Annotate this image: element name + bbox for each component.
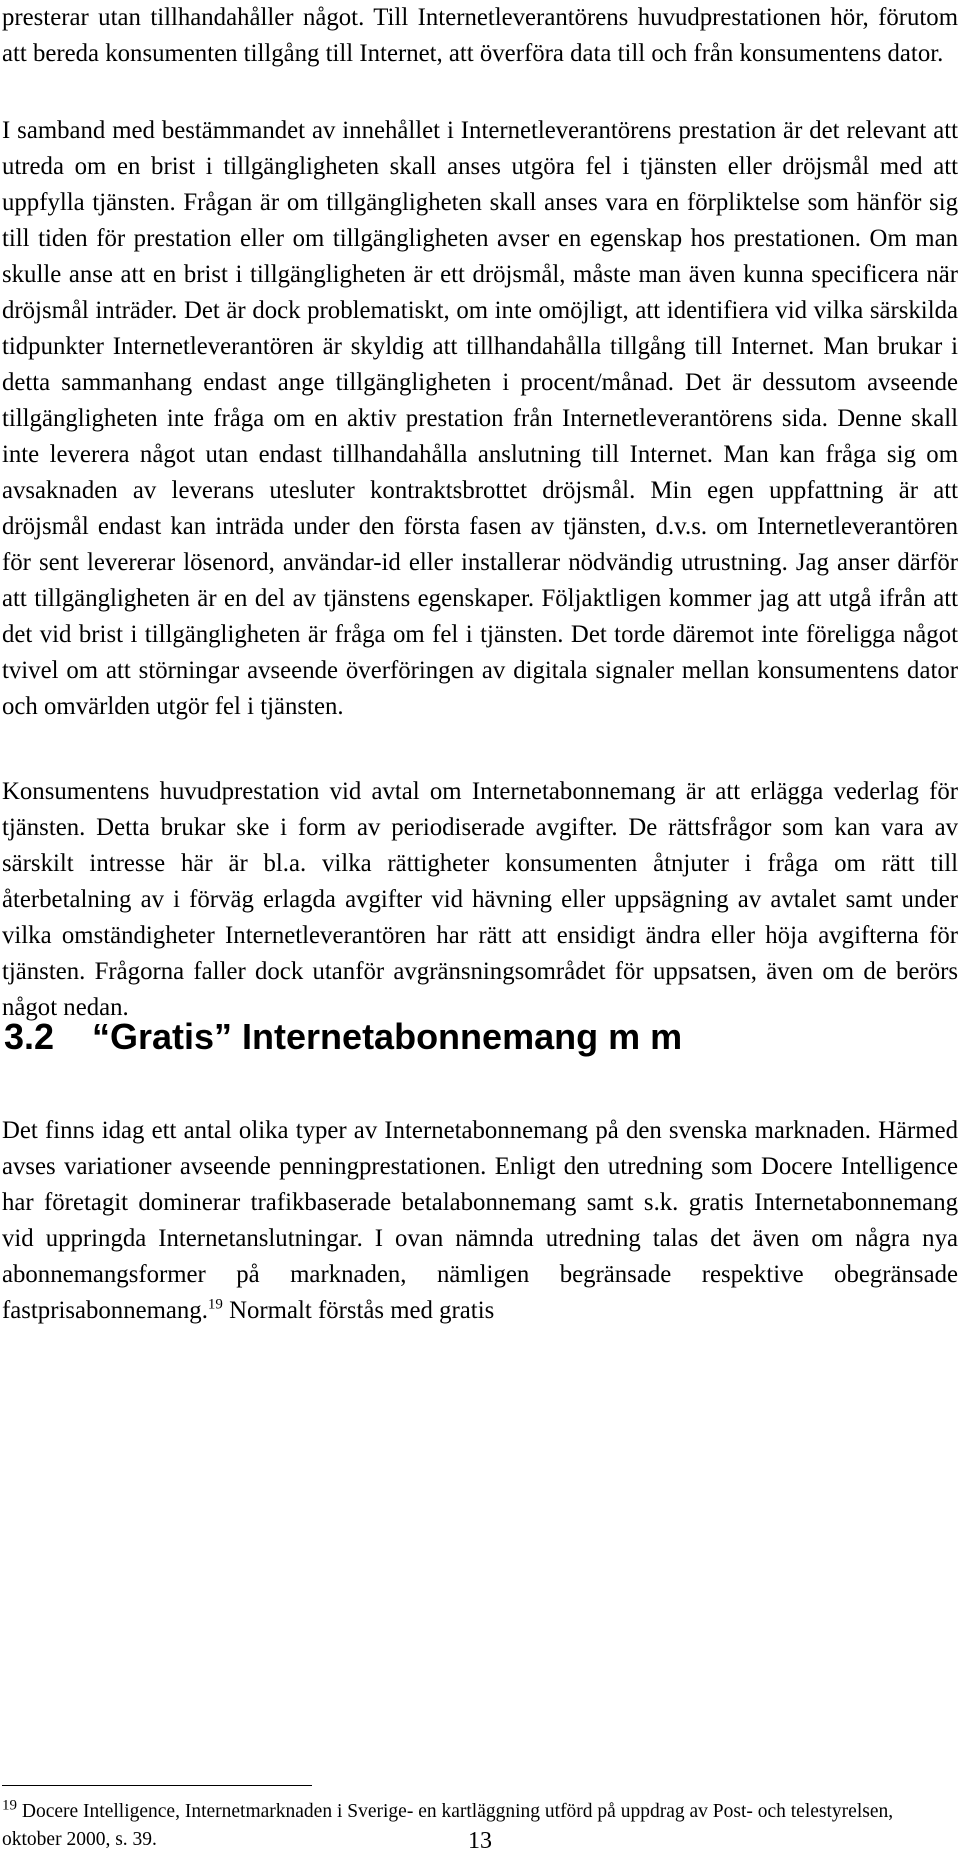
section-title: “Gratis” Internetabonnemang m m bbox=[92, 1016, 683, 1057]
footnote-text: Docere Intelligence, Internetmarknaden i Sverige- en kartläggning utförd på uppdrag av Post- och telestyrelsen, oktober 2000, s. 39. bbox=[2, 1801, 894, 1850]
section-heading bbox=[4, 1015, 682, 1059]
paragraph-2: I samband med bestämmandet av innehållet i Internetleverantörens prestation är det relevant att utreda om en brist i tillgängligheten skall anses utgöra fel i tjänsten eller dröjsmål med att uppfylla tjänsten. Frågan är om tillgängligheten skall anses vara en förpliktelse som hänför sig till tiden för prestation eller om tillgängligheten avser en egenskap hos prestationen. Om man skulle anse att en brist i tillgängligheten är ett dröjsmål, måste man även kunna specificera när dröjsmål inträder. Det är dock problematiskt, om inte omöjligt, att identifiera vid vilka särskilda tidpunkter Internetleverantören är skyldig att tillhandahålla tillgång till Internet. Man brukar i detta sammanhang endast ange tillgängligheten i procent/månad. Det är dessutom avseende tillgängligheten inte fråga om en aktiv prestation från Internetleverantörens sida. Denne skall inte leverera något utan endast tillhandahålla anslutning till Internet. Man kan fråga sig om avsaknaden av leverans utesluter kontraktsbrottet dröjsmål. Min egen uppfattning är att dröjsmål endast kan inträda under den första fasen av tjänsten, d.v.s. om Internetleverantören för sent levererar lösenord, användar-id eller installerar nödvändig utrustning. Jag anser därför att tillgängligheten är en del av tjänstens egenskaper. Följaktligen kommer jag att utgå ifrån att det vid brist i tillgängligheten är fråga om fel i tjänsten. Det torde däremot inte föreligga något tvivel om att störningar avseende överföringen av digitala signaler mellan konsumentens dator och omvärlden utgör fel i tjänsten. bbox=[2, 117, 958, 720]
footnote-marker: 19 bbox=[2, 1797, 17, 1814]
footnote-separator bbox=[2, 1785, 312, 1786]
paragraph-3: Konsumentens huvudprestation vid avtal om Internetabonnemang är att erlägga vederlag för tjänsten. Detta brukar ske i form av periodiserade avgifter. De rättsfrågor som kan vara av särskilt intresse här är bl.a. vilka rättigheter konsumenten åtnjuter i fråga om rätt till återbetalning av i förväg erlagda avgifter vid hävning eller uppsägning av avtalet samt under vilka omständigheter Internetleverantören har rätt att ensidigt ändra eller höja avgifterna för tjänsten. Frågorna faller dock utanför avgränsningsområdet för uppsatsen, även om de berörs något nedan. bbox=[2, 778, 958, 1021]
section-number: 3.2 bbox=[4, 1016, 55, 1057]
paragraph-4 bbox=[2, 1113, 958, 1329]
paragraph-1: presterar utan tillhandahåller något. Till Internetleverantörens huvudprestationen hör, förutom att bereda konsumenten tillgång till Internet, att överföra data till och från konsumentens dator. bbox=[2, 4, 958, 67]
paragraph-4-continuation: Normalt förstås med gratis bbox=[222, 1297, 495, 1324]
footnote-reference[interactable]: 19 bbox=[207, 1296, 223, 1313]
page-number: 13 bbox=[468, 1828, 492, 1854]
paragraph-4-text: Det finns idag ett antal olika typer av Internetabonnemang på den svenska marknaden. Härmed avses variationer avseende penningprestationen. Enligt den utredning som Docere Intelligence har företagit dominerar trafikbaserade betalabonnemang samt s.k. gratis Internetabonnemang vid uppringda Internetanslutningar. I ovan nämnda utredning talas det även om några nya abonnemangsformer på marknaden, nämligen begränsade respektive obegränsade fastprisabonnemang. bbox=[2, 1117, 958, 1324]
